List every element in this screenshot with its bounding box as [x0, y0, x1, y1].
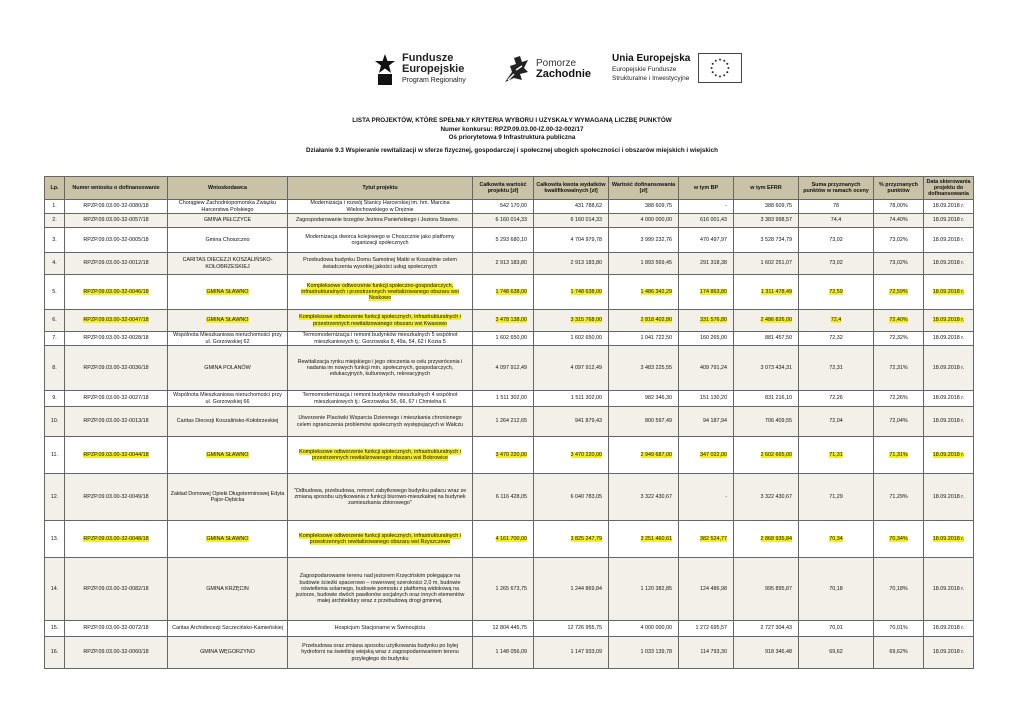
cell-points: 74,4 [799, 214, 874, 228]
cell-applicant: Caritas Archidiecezji Szczecińsko-Kamieńskiej [168, 621, 288, 637]
cell-applicant: Zakład Domowej Opieki Długoterminowej Edyta Pajor-Dębicka [168, 474, 288, 521]
cell-date [924, 521, 974, 558]
cell-bp: 616 001,43 [679, 214, 734, 228]
cell-date: 18.09.2018 r. [924, 332, 974, 346]
cell-eligible: 941 879,43 [534, 407, 609, 437]
cell-percent [874, 310, 924, 332]
cell-lp: 14. [45, 558, 65, 621]
cell-percent [874, 521, 924, 558]
cell-points: 72,31 [799, 346, 874, 391]
cell-bp: 114 793,30 [679, 637, 734, 669]
cell-title: Hospicjum Stacjonarne w Świnoujściu [288, 621, 473, 637]
cell-title-text: Kompleksowe odtworzenie funkcji społecznych, infrastrukturalnych i przestrzennych rewitalizowanego obszaru wsi Rzyszczewo [299, 532, 461, 545]
cell-funding-text: 2 949 687,00 [640, 451, 672, 458]
cell-eligible [534, 437, 609, 474]
cell-applicant-text: GMINA SŁAWNO [206, 451, 249, 458]
cell-percent [874, 437, 924, 474]
cell-nr [65, 521, 168, 558]
cell-percent: 69,62% [874, 637, 924, 669]
cell-efrr: 995 895,87 [734, 558, 799, 621]
cell-total-value [473, 437, 534, 474]
cell-applicant: GMINA POLANÓW [168, 346, 288, 391]
table-row [45, 228, 974, 253]
cell-bp: 291 318,38 [679, 253, 734, 275]
cell-applicant: GMINA WĘGORZYNO [168, 637, 288, 669]
cell-lp: 1. [45, 200, 65, 214]
cell-bp: 1 272 695,57 [679, 621, 734, 637]
logo-fundusze-europejskie [374, 52, 466, 86]
cell-funding: 1 041 722,50 [609, 332, 679, 346]
cell-percent: 70,01% [874, 621, 924, 637]
cell-lp: 6. [45, 310, 65, 332]
cell-efrr: 1 602 251,07 [734, 253, 799, 275]
cell-efrr: 918 346,48 [734, 637, 799, 669]
cell-eligible: 1 511 302,00 [534, 391, 609, 407]
fe-star-icon [374, 52, 396, 86]
cell-percent-text: 71,31% [889, 451, 908, 458]
table-row [45, 332, 974, 346]
cell-percent-text: 72,40% [889, 317, 908, 324]
cell-eligible: 1 147 933,09 [534, 637, 609, 669]
cell-nr: RPZP.09.03.00-32-0057/18 [65, 214, 168, 228]
cell-points [799, 310, 874, 332]
cell-eligible: 4 097 912,49 [534, 346, 609, 391]
cell-nr [65, 437, 168, 474]
cell-funding [609, 275, 679, 310]
col-header-applicant: Wnioskodawca [168, 177, 288, 200]
cell-lp: 2. [45, 214, 65, 228]
col-header-nr: Numer wniosku o dofinansowanie [65, 177, 168, 200]
cell-applicant-text: GMINA SŁAWNO [206, 317, 249, 324]
cell-funding: 4 000 000,00 [609, 621, 679, 637]
cell-applicant: CARITAS DIECEZJI KOSZALIŃSKO-KOŁOBRZESKIEJ [168, 253, 288, 275]
cell-applicant: Wspólnota Mieszkaniowa nieruchomości przy ul. Gorzowskiej 66 [168, 391, 288, 407]
cell-nr: RPZP.09.03.00-32-0049/18 [65, 474, 168, 521]
cell-total-value-text: 1 748 638,00 [495, 288, 527, 295]
cell-efrr-text: 1 311 478,49 [760, 288, 792, 295]
cell-eligible: 431 788,62 [534, 200, 609, 214]
cell-percent: 73,02% [874, 228, 924, 253]
cell-bp [679, 310, 734, 332]
cell-efrr [734, 521, 799, 558]
cell-title: Rewitalizacja rynku miejskiego i jego otoczenia w celu przywrócenia i nadania im nowych funkcji min. społecznych, gospodarczych, edukacyjnych, kulturowych, rekreacyjnych [288, 346, 473, 391]
table-row-highlighted [45, 437, 974, 474]
cell-title: Termomodernizacja i remont budynków mieszkalnych 4 wspólnot mieszkaniowych tj.: Gorzowska 56, 66, 67 i Chmielna 6 [288, 391, 473, 407]
cell-efrr [734, 437, 799, 474]
cell-total-value: 542 170,00 [473, 200, 534, 214]
cell-funding: 1 893 569,45 [609, 253, 679, 275]
cell-date: 18.09.2018 r. [924, 228, 974, 253]
cell-funding-text: 1 486 342,29 [640, 288, 672, 295]
cell-bp: 470 497,97 [679, 228, 734, 253]
cell-efrr [734, 275, 799, 310]
cell-applicant: Wspólnota Mieszkaniowa nieruchomości przy ul. Gorzowskiej 62 [168, 332, 288, 346]
cell-eligible: 2 913 183,80 [534, 253, 609, 275]
cell-total-value [473, 275, 534, 310]
col-header-lp: Lp. [45, 177, 65, 200]
logo-fe-line2: Europejskie [402, 62, 465, 75]
cell-funding [609, 437, 679, 474]
cell-percent-text: 72,59% [889, 288, 908, 295]
cell-applicant: Caritas Diecezji Koszalińsko-Kołobrzeskiej [168, 407, 288, 437]
cell-total-value: 1 264 212,65 [473, 407, 534, 437]
cell-bp [679, 275, 734, 310]
cell-bp: 124 486,98 [679, 558, 734, 621]
cell-efrr: 3 383 998,57 [734, 214, 799, 228]
document-heading [0, 117, 1024, 155]
cell-date: 18.09.2018 r. [924, 391, 974, 407]
cell-efrr-text: 2 602 665,00 [760, 451, 792, 458]
cell-points-text: 72,59 [829, 288, 843, 295]
cell-applicant [168, 437, 288, 474]
cell-lp: 16. [45, 637, 65, 669]
cell-title: Termomodernizacja i remont budynków mieszkalnych 5 wspólnot mieszkaniowych tj.: Gorzowska 8, 49a, 54, 62 i Kozia 5 [288, 332, 473, 346]
cell-efrr: 2 727 304,43 [734, 621, 799, 637]
cell-eligible-text: 3 470 220,00 [570, 451, 602, 458]
cell-nr: RPZP.09.03.00-32-0082/18 [65, 558, 168, 621]
cell-date: 18.09.2018 r. [924, 621, 974, 637]
cell-title: Przebudowa oraz zmiana sposobu użytkowania budynku po byłej hydroforni na świetlicę wiejską wraz z zagospodarowaniem terenu przyległego do budynku [288, 637, 473, 669]
pomorze-zachodnie-icon [502, 52, 532, 86]
cell-funding: 3 999 232,76 [609, 228, 679, 253]
table-row [45, 558, 974, 621]
cell-total-value [473, 521, 534, 558]
cell-efrr: 3 322 430,67 [734, 474, 799, 521]
cell-title [288, 310, 473, 332]
cell-funding: 4 000 000,00 [609, 214, 679, 228]
cell-total-value: 12 804 445,75 [473, 621, 534, 637]
cell-points: 71,29 [799, 474, 874, 521]
table-row-highlighted [45, 310, 974, 332]
cell-date: 18.09.2018 r. [924, 253, 974, 275]
cell-lp: 15. [45, 621, 65, 637]
cell-lp: 4. [45, 253, 65, 275]
cell-eligible [534, 310, 609, 332]
logo-ue-line1: Unia Europejska [612, 53, 691, 64]
cell-percent: 72,26% [874, 391, 924, 407]
cell-date-text: 18.09.2018 r. [932, 288, 965, 295]
cell-bp [679, 437, 734, 474]
cell-efrr: 881 457,50 [734, 332, 799, 346]
cell-nr [65, 275, 168, 310]
cell-date: 18.09.2018 r. [924, 637, 974, 669]
cell-bp: - [679, 200, 734, 214]
cell-efrr [734, 310, 799, 332]
cell-funding-text: 3 251 460,61 [640, 535, 672, 542]
cell-lp: 9. [45, 391, 65, 407]
cell-nr-text: RPZP.09.03.00-32-0044/18 [83, 451, 149, 458]
cell-title: Modernizacja dworca kolejowego w Choszcznie jako platformy organizacji społecznych [288, 228, 473, 253]
cell-percent: 78,00% [874, 200, 924, 214]
table-row [45, 407, 974, 437]
cell-points: 72,32 [799, 332, 874, 346]
cell-eligible: 1 244 869,84 [534, 558, 609, 621]
cell-nr: RPZP.09.03.00-32-0005/18 [65, 228, 168, 253]
cell-points: 72,04 [799, 407, 874, 437]
table-row [45, 253, 974, 275]
cell-title: Modernizacja i rozwój Stanicy Harcerskiej im. hm. Marcina Wielochowskiego w Drężnie [288, 200, 473, 214]
cell-lp: 3. [45, 228, 65, 253]
cell-lp: 10. [45, 407, 65, 437]
cell-title-text: Kompleksowe odtworzenie funkcji społecznych, infrastrukturalnych i przestrzennych rewitalizowanego obszaru wsi Bobrowice [299, 448, 461, 461]
cell-percent: 72,31% [874, 346, 924, 391]
cell-title: Utworzenie Placówki Wsparcia Dziennego i mieszkania chronionego celem ograniczenia problemów społecznych występujących w Wałczu [288, 407, 473, 437]
cell-total-value: 1 265 673,75 [473, 558, 534, 621]
cell-bp-text: 331 576,80 [700, 317, 727, 324]
cell-date-text: 18.09.2018 r. [932, 451, 965, 458]
cell-funding: 3 322 430,67 [609, 474, 679, 521]
cell-total-value-text: 4 161 700,00 [495, 535, 527, 542]
logo-ue-line3: Strukturalne i Inwestycyjne [612, 75, 690, 82]
cell-funding: 982 346,30 [609, 391, 679, 407]
cell-nr: RPZP.09.03.00-32-0027/18 [65, 391, 168, 407]
cell-funding [609, 310, 679, 332]
cell-points-text: 71,31 [829, 451, 843, 458]
cell-eligible [534, 521, 609, 558]
cell-bp-text: 174 863,80 [700, 288, 727, 295]
cell-lp: 7. [45, 332, 65, 346]
col-header-title: Tytuł projektu [288, 177, 473, 200]
heading-title: LISTA PROJEKTÓW, KTÓRE SPEŁNIŁY KRYTERIA WYBORU I UZYSKAŁY WYMAGANĄ LICZBĘ PUNKTÓW [352, 117, 672, 124]
cell-title: Zagospodarowanie terenu nad jeziorem Krzęcińskim polegające na budowie ścieżki spacerowo – rowerowej szerokości 2,0 m, budowie oświetlenia solarnego, budowie pomostu z platformą widokową na jeziorze, budowie dwóch pawilonów socjalnych oraz innych elementów małej architektury wraz z przebudową drogi gminnej. [288, 558, 473, 621]
cell-funding: 1 120 382,85 [609, 558, 679, 621]
cell-bp: - [679, 474, 734, 521]
cell-eligible: 12 726 955,75 [534, 621, 609, 637]
cell-percent-text: 70,34% [889, 535, 908, 542]
col-header-efrr: w tym EFRR [734, 177, 799, 200]
cell-lp: 13. [45, 521, 65, 558]
cell-funding: 388 609,75 [609, 200, 679, 214]
cell-applicant [168, 310, 288, 332]
cell-nr-text: RPZP.09.03.00-32-0048/18 [83, 535, 149, 542]
cell-nr-text: RPZP.09.03.00-32-0046/18 [83, 288, 149, 295]
cell-percent [874, 275, 924, 310]
cell-date-text: 18.09.2018 r. [932, 535, 965, 542]
cell-points-text: 72,4 [830, 317, 842, 324]
logo-pz-line2: Zachodnie [536, 68, 592, 80]
cell-points [799, 521, 874, 558]
cell-lp: 8. [45, 346, 65, 391]
cell-title: Przebudowa budynku Domu Samotnej Matki w Koszalinie celem świadczenia wysokiej jakości usług społecznych [288, 253, 473, 275]
cell-points: 70,18 [799, 558, 874, 621]
cell-date: 18.09.2018 r. [924, 474, 974, 521]
cell-points: 69,62 [799, 637, 874, 669]
table-row [45, 200, 974, 214]
cell-applicant-text: GMINA SŁAWNO [206, 288, 249, 295]
cell-lp: 11. [45, 437, 65, 474]
cell-applicant: Gmina Choszczno [168, 228, 288, 253]
eu-flag-icon [698, 53, 742, 83]
logo-pz-line1: Pomorze [536, 58, 577, 69]
heading-priority-axis: Oś priorytetowa 9 Infrastruktura publiczna [448, 134, 576, 141]
cell-total-value: 6 116 428,05 [473, 474, 534, 521]
col-header-date: Data skierowania projektu do dofinansowania [924, 177, 974, 200]
cell-percent: 71,29% [874, 474, 924, 521]
cell-funding [609, 521, 679, 558]
cell-eligible: 4 704 979,78 [534, 228, 609, 253]
cell-applicant [168, 275, 288, 310]
cell-efrr: 3 528 734,79 [734, 228, 799, 253]
table-row-highlighted [45, 521, 974, 558]
cell-total-value [473, 310, 534, 332]
cell-date: 18.09.2018 r. [924, 346, 974, 391]
cell-efrr: 3 073 434,31 [734, 346, 799, 391]
cell-title: Zagospodarowanie brzegów Jeziora Panieńskiego i Jeziora Stawno. [288, 214, 473, 228]
cell-date: 18.09.2018 r. [924, 558, 974, 621]
cell-total-value: 4 097 912,49 [473, 346, 534, 391]
cell-title [288, 275, 473, 310]
col-header-bp: w tym BP [679, 177, 734, 200]
cell-nr-text: RPZP.09.03.00-32-0047/18 [83, 317, 149, 324]
cell-date [924, 437, 974, 474]
cell-eligible-text: 3 315 768,00 [570, 317, 602, 324]
table-row [45, 474, 974, 521]
cell-points: 73,02 [799, 228, 874, 253]
cell-funding-text: 2 818 402,80 [640, 317, 672, 324]
cell-date: 18.09.2018 r. [924, 200, 974, 214]
cell-date-text: 18.09.2018 r. [932, 317, 965, 324]
cell-title-text: Kompleksowe odtworzenie funkcji społecznych, infrastrukturalnych i przestrzennych rewitalizowanego obszaru wsi Kwasowo [299, 314, 461, 327]
cell-percent: 74,40% [874, 214, 924, 228]
logo-pomorze-zachodnie [502, 52, 591, 86]
cell-nr: RPZP.09.03.00-32-0080/18 [65, 200, 168, 214]
cell-date: 18.09.2018 r. [924, 214, 974, 228]
cell-total-value: 1 148 056,09 [473, 637, 534, 669]
cell-total-value: 2 913 183,80 [473, 253, 534, 275]
cell-applicant: GMINA PEŁCZYCE [168, 214, 288, 228]
table-row [45, 214, 974, 228]
cell-nr: RPZP.09.03.00-32-0060/18 [65, 637, 168, 669]
col-header-percent: % przyznanych punktów [874, 177, 924, 200]
cell-percent: 73,02% [874, 253, 924, 275]
cell-title-text: Kompleksowe odtworzenie funkcji społeczno-gospodarczych, infrastrukturalnych i przestrzennych rewitalizowanego obszaru wsi Noskowo [301, 282, 459, 302]
cell-lp: 5. [45, 275, 65, 310]
heading-contest-number: Numer konkursu: RPZP.09.03.00-IZ.00-32-002/17 [440, 125, 584, 133]
logo-fe-line1: Fundusze [402, 51, 454, 64]
cell-applicant: Chorągiew Zachodniopomorska Związku Harcerstwa Polskiego [168, 200, 288, 214]
cell-eligible-text: 3 825 247,79 [570, 535, 602, 542]
cell-funding: 800 597,49 [609, 407, 679, 437]
cell-efrr-text: 2 486 826,00 [760, 317, 792, 324]
cell-title [288, 521, 473, 558]
cell-total-value: 1 602 650,00 [473, 332, 534, 346]
logo-unia-europejska [612, 52, 742, 83]
cell-total-value: 6 160 014,33 [473, 214, 534, 228]
cell-nr: RPZP.09.03.00-32-0012/18 [65, 253, 168, 275]
cell-eligible [534, 275, 609, 310]
table-row [45, 637, 974, 669]
cell-bp: 94 187,94 [679, 407, 734, 437]
cell-bp-text: 382 524,77 [700, 535, 727, 542]
cell-eligible: 6 160 014,33 [534, 214, 609, 228]
cell-nr: RPZP.09.03.00-32-0072/18 [65, 621, 168, 637]
cell-total-value: 5 293 680,10 [473, 228, 534, 253]
cell-eligible: 1 602 650,00 [534, 332, 609, 346]
table-row [45, 621, 974, 637]
cell-points [799, 275, 874, 310]
cell-applicant [168, 521, 288, 558]
cell-efrr: 388 609,75 [734, 200, 799, 214]
cell-funding: 3 483 225,55 [609, 346, 679, 391]
table-header-row [45, 177, 974, 200]
cell-efrr: 831 216,10 [734, 391, 799, 407]
projects-table [44, 176, 974, 669]
cell-points: 78 [799, 200, 874, 214]
cell-bp-text: 347 022,00 [700, 451, 727, 458]
cell-bp: 151 130,20 [679, 391, 734, 407]
col-header-points: Suma przyznanych punktów w ramach oceny [799, 177, 874, 200]
logo-fe-line3: Program Regionalny [402, 76, 466, 84]
col-header-total-value: Całkowita wartość projektu [zł] [473, 177, 534, 200]
cell-efrr-text: 2 868 935,84 [760, 535, 792, 542]
cell-nr: RPZP.09.03.00-32-0028/18 [65, 332, 168, 346]
cell-percent: 72,32% [874, 332, 924, 346]
cell-bp: 160 265,00 [679, 332, 734, 346]
cell-total-value-text: 3 478 138,00 [495, 317, 527, 324]
cell-date [924, 310, 974, 332]
cell-points: 72,26 [799, 391, 874, 407]
table-row [45, 391, 974, 407]
table-row [45, 346, 974, 391]
cell-date: 18.09.2018 r. [924, 407, 974, 437]
cell-nr [65, 310, 168, 332]
cell-total-value: 1 511 302,00 [473, 391, 534, 407]
cell-points [799, 437, 874, 474]
col-header-eligible: Całkowita kwota wydatków kwalifikowalnych [zł] [534, 177, 609, 200]
cell-nr: RPZP.09.03.00-32-0036/18 [65, 346, 168, 391]
logo-bar [0, 52, 1024, 92]
cell-eligible-text: 1 748 638,00 [570, 288, 602, 295]
cell-efrr: 706 409,55 [734, 407, 799, 437]
cell-bp: 409 791,24 [679, 346, 734, 391]
cell-applicant: GMINA KRZĘCIN [168, 558, 288, 621]
cell-percent: 72,04% [874, 407, 924, 437]
heading-measure: Działanie 9.3 Wspieranie rewitalizacji w sferze fizycznej, gospodarczej i społecznej ubogich społeczności i obszarów miejskich i wiejskich [306, 146, 718, 154]
logo-ue-line2: Europejskie Fundusze [612, 66, 677, 73]
cell-title: "Odbudowa, przebudowa, remont zabytkowego budynku pałacu wraz ze zmianą sposobu użytkowania z funkcji biurowo-mieszkalnej na budynek zamieszkania zbiorowego" [288, 474, 473, 521]
cell-date [924, 275, 974, 310]
cell-title [288, 437, 473, 474]
col-header-funding: Wartość dofinansowania [zł] [609, 177, 679, 200]
cell-lp: 12. [45, 474, 65, 521]
cell-bp [679, 521, 734, 558]
cell-eligible: 6 040 783,05 [534, 474, 609, 521]
cell-points-text: 70,34 [829, 535, 843, 542]
cell-funding: 1 033 139,78 [609, 637, 679, 669]
cell-nr: RPZP.09.03.00-32-0013/18 [65, 407, 168, 437]
cell-percent: 70,18% [874, 558, 924, 621]
cell-applicant-text: GMINA SŁAWNO [206, 535, 249, 542]
cell-points: 73,02 [799, 253, 874, 275]
cell-points: 70,01 [799, 621, 874, 637]
cell-total-value-text: 3 470 220,00 [495, 451, 527, 458]
table-row-highlighted [45, 275, 974, 310]
